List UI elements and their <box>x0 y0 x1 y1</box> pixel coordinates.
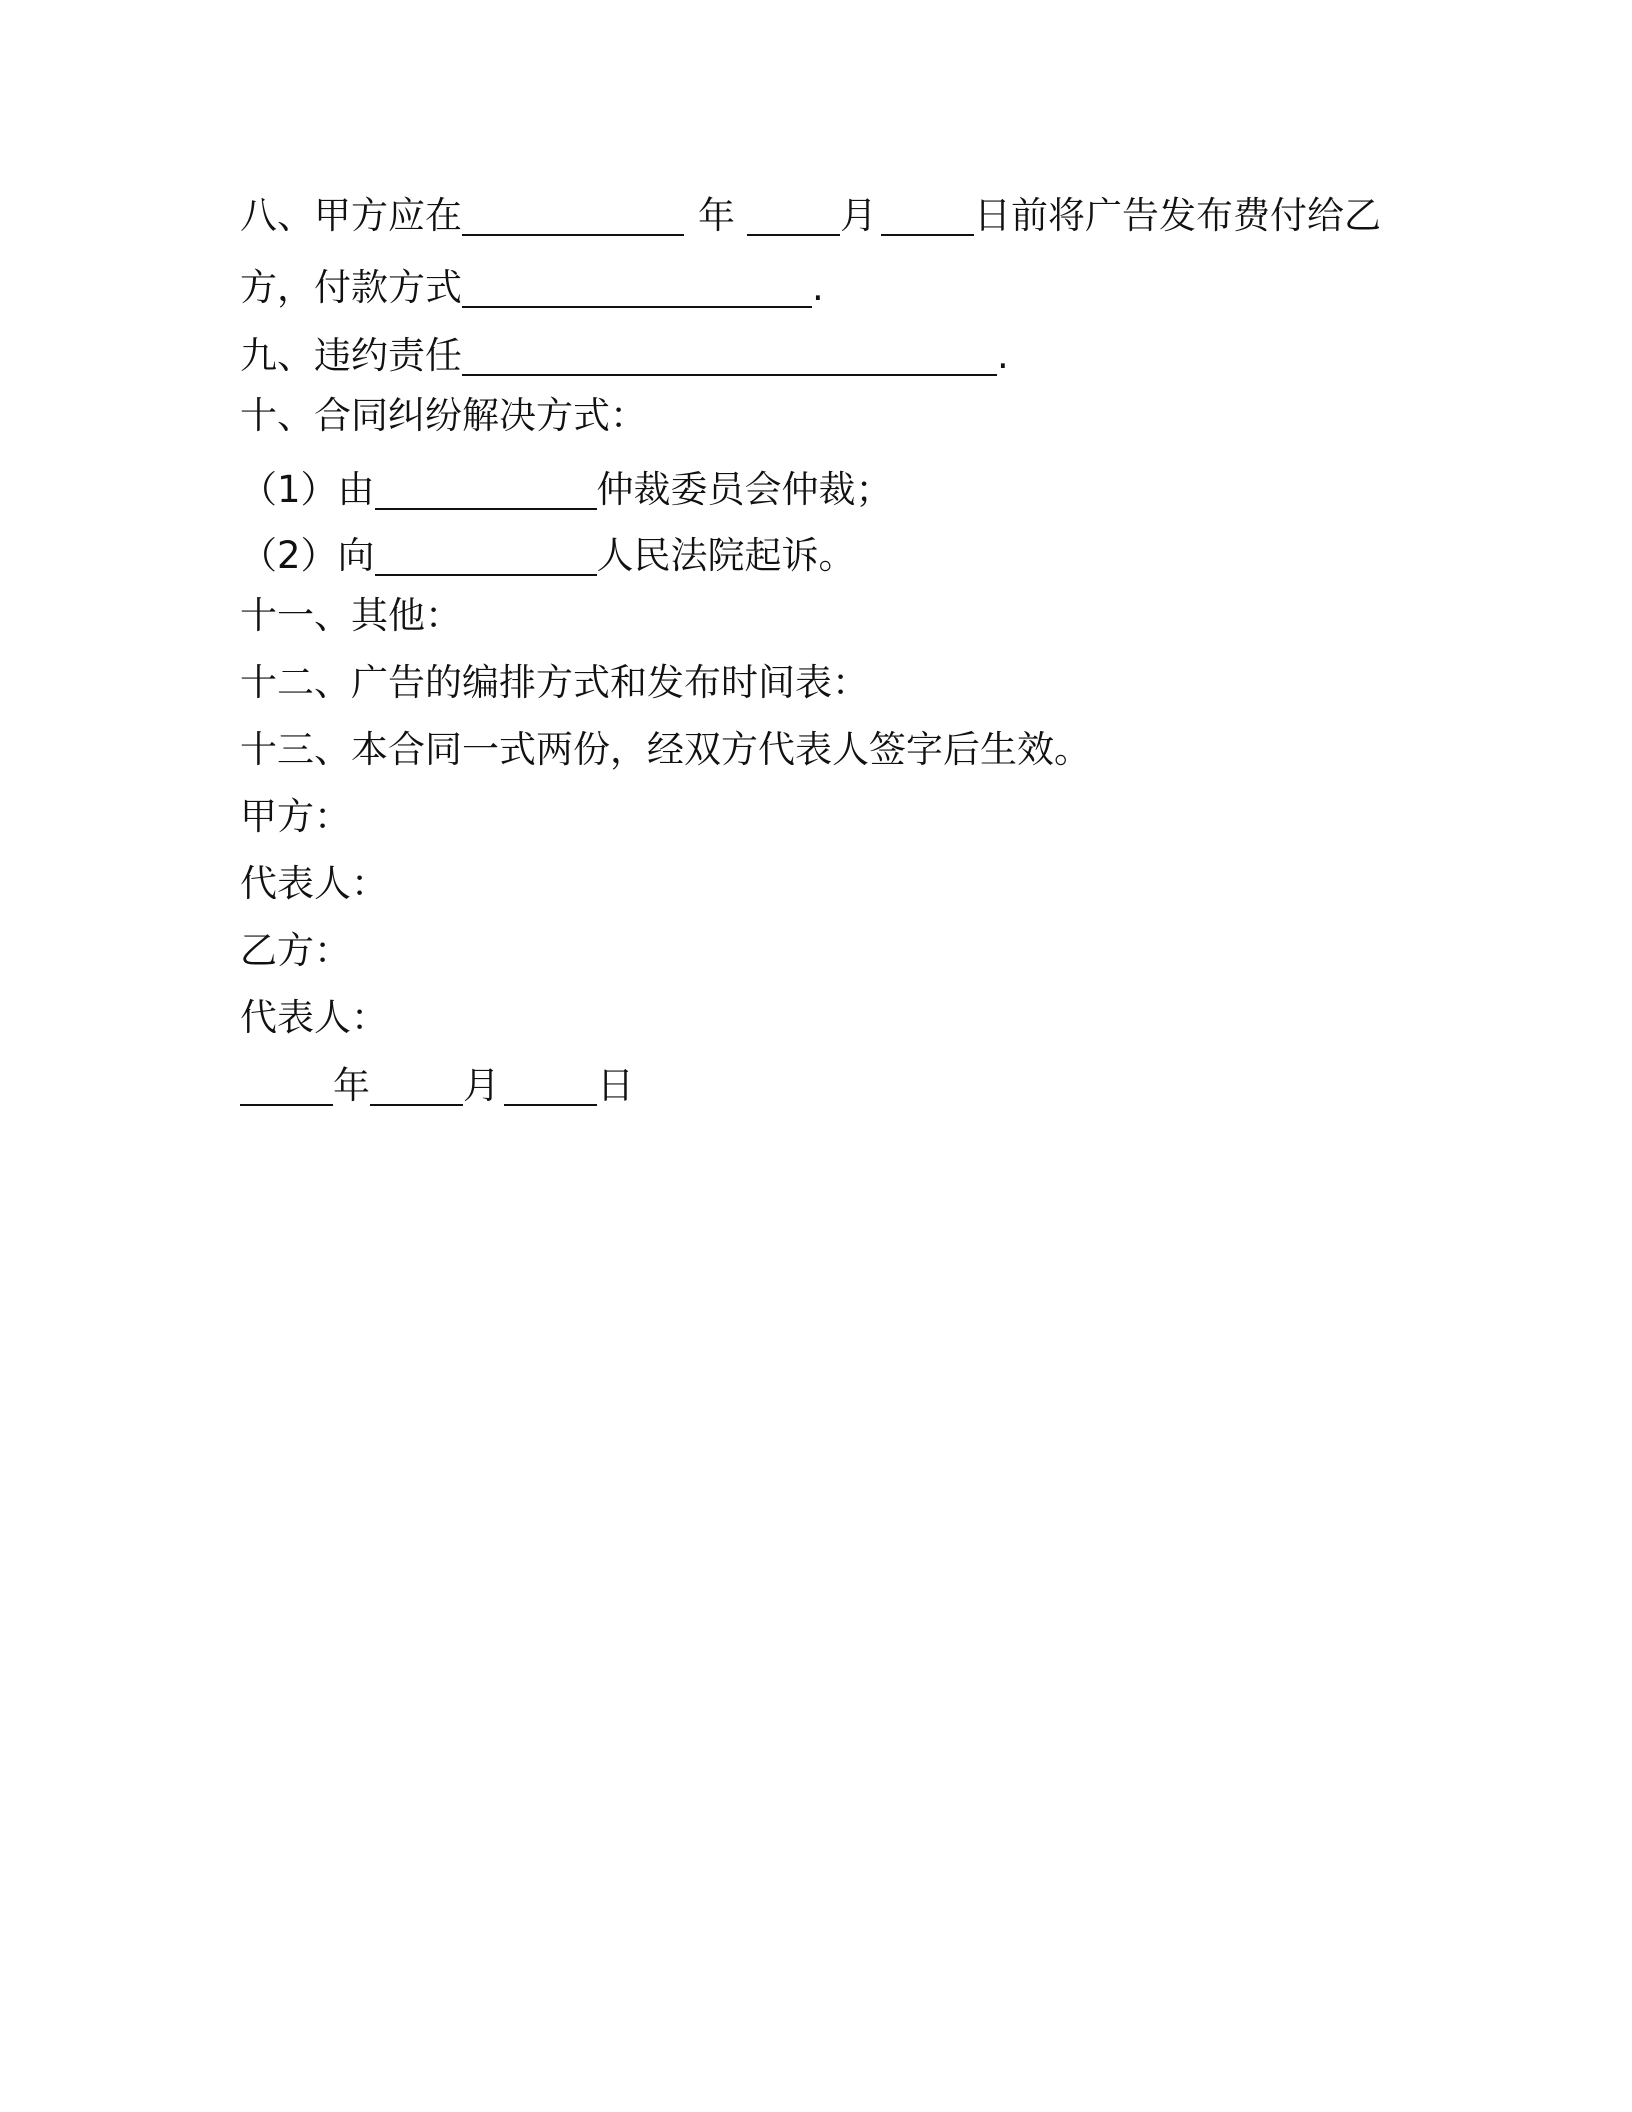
payment-method-blank[interactable] <box>462 266 812 308</box>
clause-8-prefix: 八、甲方应在 <box>240 194 462 237</box>
clause-8-line-1 <box>240 190 1381 242</box>
rep-b-line <box>240 992 388 1044</box>
sign-year-blank[interactable] <box>240 1064 333 1106</box>
clause-10-2-prefix: （2）向 <box>240 534 375 577</box>
clause-8-end: . <box>812 266 824 309</box>
sign-day-label: 日 <box>597 1064 634 1107</box>
clause-12 <box>240 657 869 709</box>
arbitration-committee-blank[interactable] <box>375 468 597 510</box>
clause-9-end: . <box>997 334 1009 377</box>
rep-b-label: 代表人： <box>240 996 388 1039</box>
clause-10-1-prefix: （1）由 <box>240 468 375 511</box>
clause-8-line-2 <box>240 262 824 314</box>
breach-liability-blank[interactable] <box>462 334 997 376</box>
party-b-line <box>240 925 351 977</box>
clause-10-1-suffix: 仲裁委员会仲裁； <box>596 468 893 511</box>
month-blank[interactable] <box>747 194 840 236</box>
day-blank[interactable] <box>881 194 974 236</box>
clause-13-text: 十三、本合同一式两份，经双方代表人签字后生效。 <box>240 728 1091 771</box>
rep-a-label: 代表人： <box>240 862 388 905</box>
rep-a-line <box>240 858 388 910</box>
clause-10-text: 十、合同纠纷解决方式： <box>240 394 647 437</box>
clause-12-text: 十二、广告的编排方式和发布时间表： <box>240 661 869 704</box>
month-label: 月 <box>840 194 877 237</box>
clause-10-item-1 <box>240 464 893 516</box>
sign-year-label: 年 <box>333 1064 370 1107</box>
signature-date-line <box>240 1060 634 1112</box>
sign-day-blank[interactable] <box>504 1064 597 1106</box>
clause-9-label: 九、违约责任 <box>240 334 462 377</box>
clause-13 <box>240 724 1091 776</box>
sign-month-blank[interactable] <box>370 1064 463 1106</box>
clause-10 <box>240 390 647 442</box>
clause-11 <box>240 590 462 642</box>
year-label: 年 <box>698 194 735 237</box>
payment-date-blank[interactable] <box>462 194 684 236</box>
sign-month-label: 月 <box>463 1064 500 1107</box>
clause-8-suffix: 日前将广告发布费付给乙 <box>974 194 1381 237</box>
clause-11-text: 十一、其他： <box>240 594 462 637</box>
clause-10-2-suffix: 人民法院起诉。 <box>596 534 856 577</box>
party-a-label: 甲方： <box>240 795 351 838</box>
payment-method-label: 方，付款方式 <box>240 266 462 309</box>
party-a-line <box>240 791 351 843</box>
party-b-label: 乙方： <box>240 929 351 972</box>
clause-9 <box>240 330 1009 382</box>
clause-10-item-2 <box>240 530 856 582</box>
court-blank[interactable] <box>375 534 597 576</box>
